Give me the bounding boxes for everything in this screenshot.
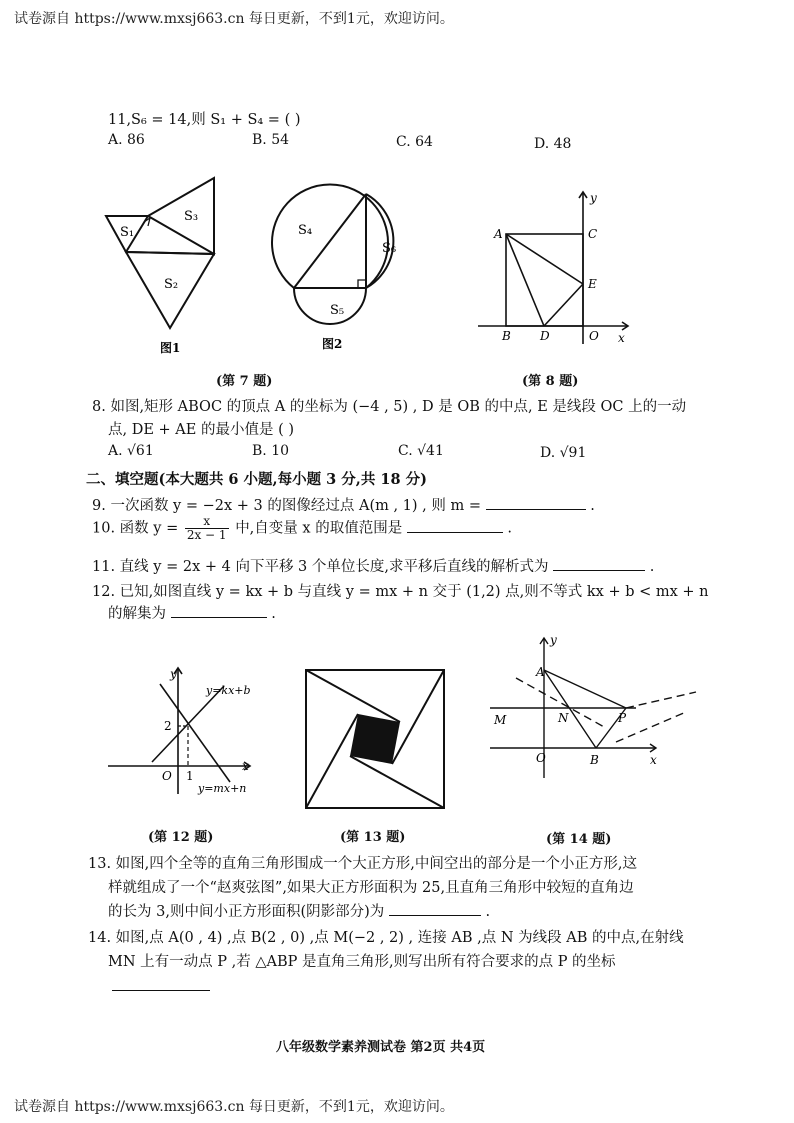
- label-s6: S₆: [382, 241, 397, 256]
- q10-denominator: 2x − 1: [186, 528, 227, 542]
- section-2-title: 二、填空题(本大题共 6 小题,每小题 3 分,共 18 分): [86, 471, 427, 488]
- q10: 10. 函数 y = $\frac{x}{2x - 1}$ 中,自变量 x 的取值范围是 .: [92, 514, 513, 542]
- q7-choice-a: A. 86: [108, 132, 145, 148]
- q13-line3-text: 的长为 3,则中间小正方形面积(阴影部分)为: [108, 904, 385, 920]
- caption-q14: (第 14 题): [546, 832, 612, 847]
- q11: 11. 直线 y = 2x + 4 向下平移 3 个单位长度,求平移后直线的解析式为 .: [92, 555, 654, 576]
- f14-p: P: [618, 711, 627, 725]
- q8-line2: 点, DE + AE 的最小值是 ( ): [108, 422, 294, 438]
- q8-choice-a: A. √61: [108, 443, 154, 459]
- fig2-label: 图2: [322, 337, 343, 351]
- q10-numerator: x: [185, 515, 229, 529]
- caption-q12: (第 12 题): [148, 830, 214, 845]
- f8-a: A: [494, 227, 503, 241]
- footer-watermark: 试卷源自 https://www.mxsj663.cn 每日更新，不到1元，欢迎访问。: [14, 1099, 454, 1115]
- q10-post: 中,自变量 x 的取值范围是: [235, 520, 403, 537]
- label-s4: S₄: [298, 223, 313, 238]
- caption-q7: (第 7 题): [216, 374, 273, 389]
- q12-line2: 的解集为 .: [108, 602, 276, 623]
- q8-choice-c: C. √41: [398, 443, 444, 459]
- q13-line2: 样就组成了一个“赵爽弦图”,如果大正方形面积为 25,且直角三角形中较短的直角边: [108, 880, 634, 896]
- f12-origin: O: [162, 769, 172, 783]
- q10-pre: 10. 函数 y =: [92, 520, 179, 537]
- shaded-small-square: [350, 714, 400, 764]
- header-watermark: 试卷源自 https://www.mxsj663.cn 每日更新，不到1元，欢迎访问。: [14, 11, 454, 27]
- f8-b: B: [502, 329, 511, 343]
- q14-line2: MN 上有一动点 P ,若 △ABP 是直角三角形,则写出所有符合要求的点 P 的坐标: [108, 954, 616, 970]
- caption-q13: (第 13 题): [340, 830, 406, 845]
- figure-13: [300, 664, 450, 814]
- figure-7-2: [258, 176, 428, 360]
- f12-line1-label: y=kx+b: [206, 684, 251, 697]
- f14-m: M: [494, 713, 507, 727]
- f14-x: x: [650, 753, 657, 767]
- q8-choice-d: D. √91: [540, 445, 587, 461]
- label-s1: S₁: [120, 225, 135, 240]
- q7-stem: 11,S₆ = 14,则 S₁ + S₄ = ( ): [108, 112, 301, 128]
- page-footer: 八年级数学素养测试卷 第2页 共4页: [276, 1040, 486, 1055]
- f12-y: y: [170, 667, 177, 681]
- q8-line1: 8. 如图,矩形 ABOC 的顶点 A 的坐标为 (−4 , 5) , D 是 OB 的中点, E 是线段 OC 上的一动: [92, 399, 687, 415]
- f8-e: E: [588, 277, 597, 291]
- q10-answer-blank[interactable]: [407, 518, 503, 533]
- q7-choice-b: B. 54: [252, 132, 290, 148]
- q13-line1: 13. 如图,四个全等的直角三角形围成一个大正方形,中间空出的部分是一个小正方形,这: [88, 856, 637, 872]
- figure-7-1: [98, 172, 228, 362]
- q7-choice-c: C. 64: [396, 134, 433, 150]
- q14-answer-blank[interactable]: [112, 976, 210, 991]
- f14-n: N: [558, 711, 569, 725]
- f12-tick-1: 1: [186, 769, 194, 783]
- f14-y: y: [550, 633, 557, 647]
- label-s3: S₃: [184, 209, 199, 224]
- q9-text: 9. 一次函数 y = −2x + 3 的图像经过点 A(m , 1) , 则 m =: [92, 498, 482, 514]
- q9-answer-blank[interactable]: [486, 495, 586, 510]
- caption-q8: (第 8 题): [522, 374, 579, 389]
- f8-x: x: [618, 331, 625, 345]
- figure-8: [478, 186, 638, 346]
- f14-o: O: [536, 751, 546, 765]
- f12-line2-label: y=mx+n: [198, 782, 247, 795]
- label-s5: S₅: [330, 303, 345, 318]
- figure-14: [486, 632, 706, 782]
- f14-a: A: [536, 665, 545, 679]
- q12-line1: 12. 已知,如图直线 y = kx + b 与直线 y = mx + n 交于 (1,2) 点,则不等式 kx + b < mx + n: [92, 584, 709, 600]
- q9: 9. 一次函数 y = −2x + 3 的图像经过点 A(m , 1) , 则 m = .: [92, 494, 595, 515]
- q11-text: 11. 直线 y = 2x + 4 向下平移 3 个单位长度,求平移后直线的解析式为: [92, 559, 549, 575]
- q11-answer-blank[interactable]: [553, 556, 645, 571]
- f8-c: C: [588, 227, 598, 241]
- q12-answer-blank[interactable]: [171, 603, 267, 618]
- f8-d: D: [540, 329, 550, 343]
- label-s2: S₂: [164, 277, 179, 292]
- figure-12: [108, 662, 268, 800]
- f8-o: O: [589, 329, 599, 343]
- q8-choice-b: B. 10: [252, 443, 290, 459]
- f12-x: x: [242, 759, 249, 773]
- fig1-label: 图1: [160, 341, 181, 355]
- f14-b: B: [590, 753, 599, 767]
- q13-answer-blank[interactable]: [389, 901, 481, 916]
- f12-tick-2: 2: [164, 719, 172, 733]
- q10-fraction: [185, 515, 229, 542]
- q12-line2-text: 的解集为: [108, 606, 166, 622]
- q14-line1: 14. 如图,点 A(0 , 4) ,点 B(2 , 0) ,点 M(−2 , 2) , 连接 AB ,点 N 为线段 AB 的中点,在射线: [88, 930, 684, 946]
- q7-choice-d: D. 48: [534, 136, 572, 152]
- f8-y: y: [590, 191, 597, 205]
- q13-line3: 的长为 3,则中间小正方形面积(阴影部分)为 .: [108, 900, 490, 921]
